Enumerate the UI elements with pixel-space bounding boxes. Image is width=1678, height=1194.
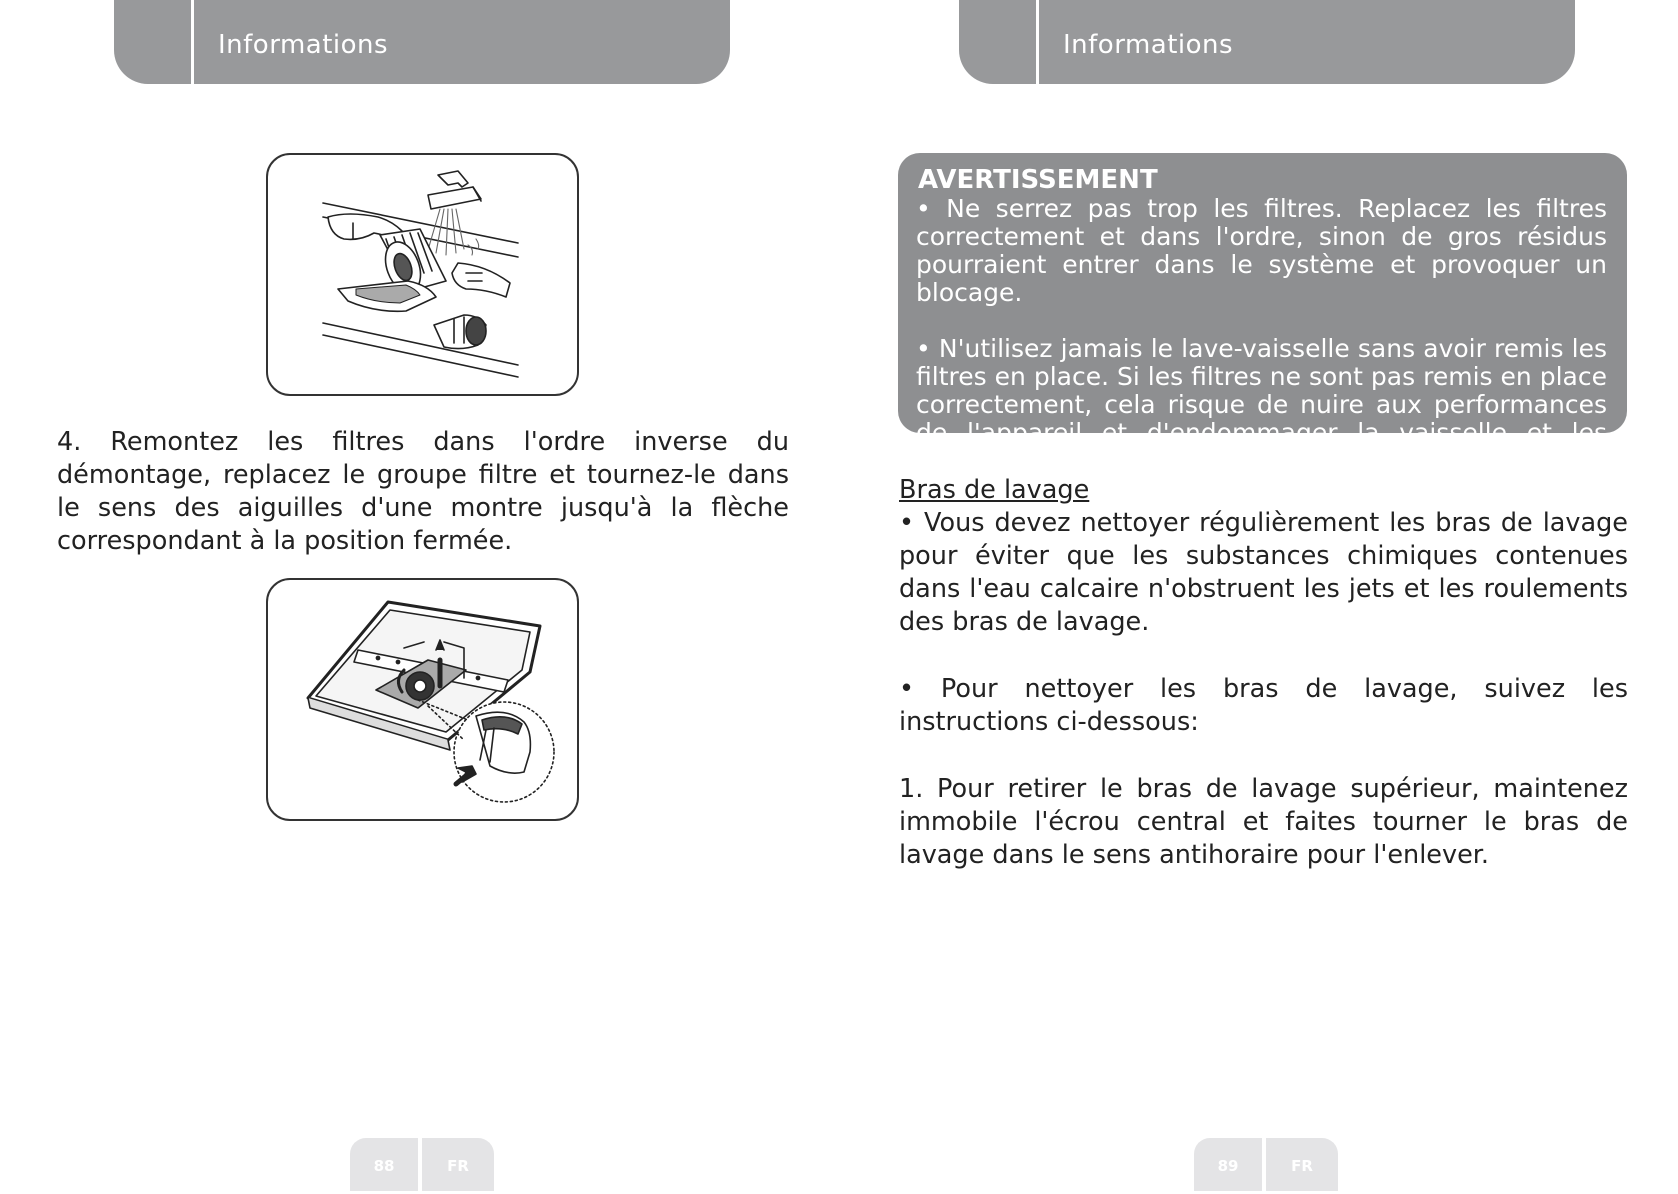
warning-title: AVERTISSEMENT: [918, 165, 1158, 195]
left-header-tab: [114, 0, 730, 84]
spray-arm-step-1: 1. Pour retirer le bras de lavage supérieur, maintenez immobile l'écrou central et faites tourner le bras de lavage dans le sens antihoraire pour l'enlever.: [899, 774, 1628, 870]
filter-rinse-illustration: [266, 153, 579, 396]
left-page-number: 88: [350, 1138, 418, 1191]
filter-assembly-illustration: [266, 578, 579, 821]
left-page-language: FR: [422, 1138, 494, 1191]
right-header-tab: [959, 0, 1575, 84]
header-divider: [1036, 0, 1039, 84]
right-page-language: FR: [1266, 1138, 1338, 1191]
right-page-footer: [1194, 1138, 1338, 1191]
warning-bullet-1: • Ne serrez pas trop les filtres. Replacez les filtres correctement et dans l'ordre, sinon de gros résidus pourraient entrer dans le système et provoquer un blocage.: [916, 194, 1607, 307]
step-4-instruction: 4. Remontez les filtres dans l'ordre inverse du démontage, replacez le groupe filtre et tournez-le dans le sens des aiguilles d'une montre jusqu'à la flèche correspondant à la position fermée.: [57, 427, 789, 556]
right-page-number: 89: [1194, 1138, 1262, 1191]
spray-arm-cleaning-paragraph: • Vous devez nettoyer régulièrement les bras de lavage pour éviter que les substances chimiques contenues dans l'eau calcaire n'obstruent les jets et les roulements des bras de lavage.: [899, 508, 1628, 637]
section-heading-spray-arms: Bras de lavage: [899, 475, 1090, 505]
header-divider: [191, 0, 194, 84]
left-page-footer: [350, 1138, 494, 1191]
filter-rinse-drawing: [268, 155, 581, 398]
warning-bullet-2: • N'utilisez jamais le lave-vaisselle sans avoir remis les filtres en place. Si les filtres ne sont pas remis en place correctement, cela risque de nuire aux performances de l'appareil et d'endommager la vaisselle et les ustensiles.: [916, 334, 1607, 475]
left-header-title: Informations: [218, 30, 389, 60]
filter-assembly-drawing: [268, 580, 581, 823]
warning-box: [898, 153, 1627, 475]
right-header-title: Informations: [1063, 30, 1234, 60]
spray-arm-instructions-intro: • Pour nettoyer les bras de lavage, suivez les instructions ci-dessous:: [899, 674, 1628, 737]
